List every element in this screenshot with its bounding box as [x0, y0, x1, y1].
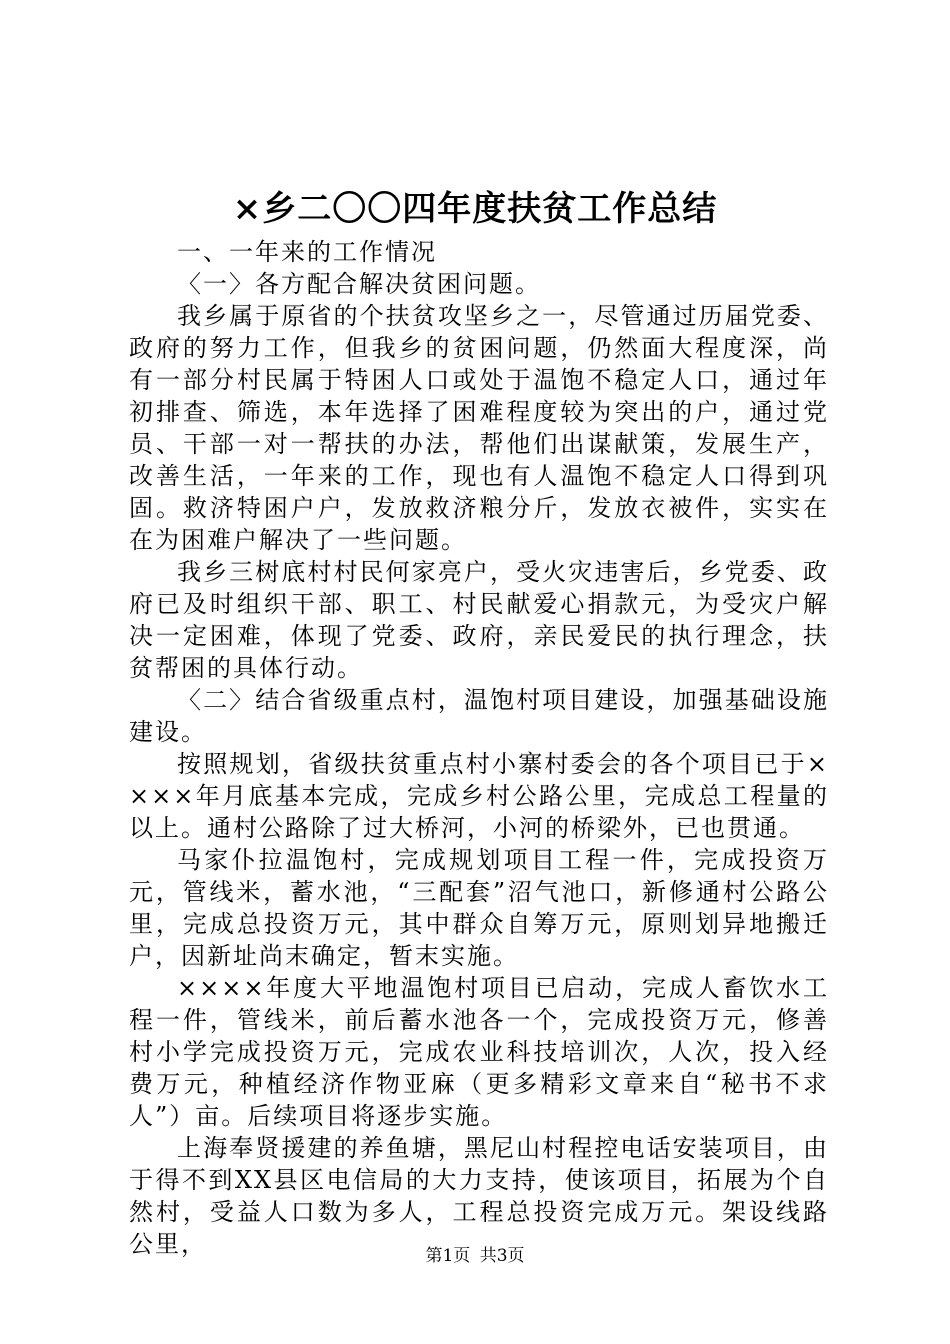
document-title: ×乡二〇〇四年度扶贫工作总结	[232, 189, 718, 229]
body-paragraph: 我乡三树底村村民何家亮户，受火灾违害后，乡党委、政府已及时组织干部、职工、村民献爱心捐款元，为受灾户解决一定困难，体现了党委、政府，亲民爱民的执行理念，扶贫帮困的具体行动。	[129, 558, 829, 682]
body-paragraph: 按照规划，省级扶贫重点村小寨村委会的各个项目已于××××年月底基本完成，完成乡村公路公里，完成总工程量的以上。通村公路除了过大桥河，小河的桥梁外，已也贯通。	[129, 750, 829, 842]
section-heading: 一、一年来的工作情况	[177, 238, 437, 266]
body-paragraph: 马家仆拉温饱村，完成规划项目工程一件，完成投资万元，管线米，蓄水池，“三配套”沼气池口，新修通村公路公里，完成总投资万元，其中群众自筹万元，原则划异地搬迁户，因新址尚末确定，暂末实施。	[129, 846, 829, 970]
subsection-heading: 〈二〉结合省级重点村，温饱村项目建设，加强基础设施建设。	[129, 686, 829, 746]
document-body	[129, 236, 829, 1260]
body-paragraph: 上海奉贤援建的养鱼塘，黑尼山村程控电话安装项目，由于得不到XX县区电信局的大力支持，使该项目，拓展为个自然村，受益人口数为多人，工程总投资完成万元。架设线路公里，	[129, 1134, 829, 1258]
page-total: 共3页	[479, 1246, 525, 1266]
page-footer	[0, 1244, 950, 1268]
body-paragraph: ××××年度大平地温饱村项目已启动，完成人畜饮水工程一件，管线米，前后蓄水池各一个，完成投资万元，修善村小学完成投资万元，完成农业科技培训次，人次，投入经费万元，种植经济作物亚麻（更多精彩文章来自“秘书不求人”）亩。后续项目将逐步实施。	[129, 974, 829, 1130]
page-number: 第1页	[425, 1246, 471, 1266]
body-paragraph: 我乡属于原省的个扶贫攻坚乡之一，尽管通过历届党委、政府的努力工作，但我乡的贫困问题，仍然面大程度深，尚有一部分村民属于特困人口或处于温饱不稳定人口，通过年初排查、筛选，本年选择了困难程度较为突出的户，通过党员、干部一对一帮扶的办法，帮他们出谋献策，发展生产，改善生活，一年来的工作，现也有人温饱不稳定人口得到巩固。救济特困户户，发放救济粮分斤，发放衣被件，实实在在为困难户解决了一些问题。	[129, 302, 829, 554]
subsection-heading: 〈一〉各方配合解决贫困问题。	[177, 270, 541, 298]
